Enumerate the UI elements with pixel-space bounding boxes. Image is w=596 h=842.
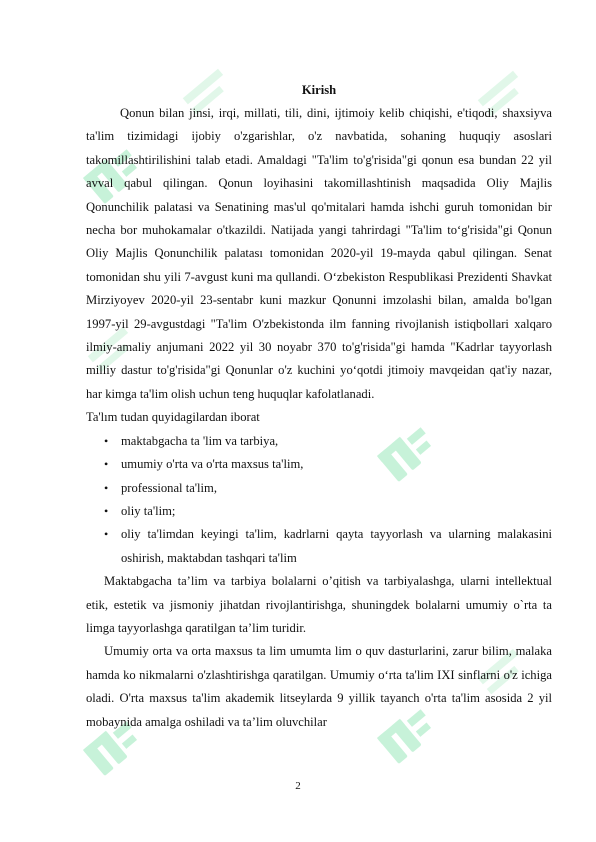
page-title: Kirish — [301, 83, 337, 97]
list-item-text: oliy ta'limdan keyingi ta'lim, kadrlarni qayta tayyorlash va ularning malakasini oshirish, maktabdan tashqari ta'lim — [121, 527, 552, 565]
bullet-icon: • — [104, 527, 109, 542]
list-item — [106, 477, 552, 500]
list-item-text: oliy ta'lim; — [121, 503, 176, 518]
general-education-paragraph: Umumiy orta va orta maxsus ta lim umumta lim o quv dasturlarini, zarur bilim, malaka hamda ko nikmalarni o'zlashtirishga qaratilgan. Umumiy o‘rta ta'lim IXI sinflarni o'z ichiga oladi. O'rta maxsus ta'lim akademik litseylarda 9 yillik tayanch o'rta ta'lim asosida 2 yil mobaynida amalga oshiladi va ta’lim oluvchilar — [86, 644, 552, 729]
bullet-icon: • — [104, 503, 109, 518]
education-types-list — [86, 430, 552, 570]
list-item-text: professional ta'lim, — [121, 480, 218, 495]
bullet-icon: • — [104, 480, 109, 495]
bullet-icon: • — [104, 433, 109, 448]
list-item-text: maktabgacha ta 'lim va tarbiya, — [121, 433, 279, 448]
list-item-text: umumiy o'rta va o'rta maxsus ta'lim, — [121, 457, 304, 472]
list-item — [106, 430, 552, 453]
list-intro: Ta'lım tudan quyidagilardan iborat — [86, 410, 260, 425]
list-item — [106, 500, 552, 523]
document-body — [86, 78, 552, 734]
list-item — [106, 453, 552, 476]
list-item — [106, 523, 552, 570]
preschool-paragraph: Maktabgacha ta’lim va tarbiya bolalarni o’qitish va tarbiyalashga, ularni intellektual etik, estetik va jismoniy jihatdan rivojlantirishga, shuningdek bolalarni umumiy o`rta ta limga tayyorlashga qaratilgan ta’lim turidir. — [86, 574, 552, 635]
page-number: 2 — [295, 780, 301, 792]
bullet-icon: • — [104, 457, 109, 472]
intro-paragraph: Qonun bilan jinsi, irqi, millati, tili, dini, ijtimoiy kelib chiqishi, e'tiqodi, shaxsiyva ta'lim tizimidagi ijobiy o'zgarishlar, o'z navbatida, sohaning huquqiy asoslari takomillashtirilishini talab etadi. Amaldagi "Ta'lim to'g'risida"gi qonun esa bundan 22 yil avval qabul qilingan. Qonun loyihasini takomillashtinish maqsadida Oliy Majlis Qonunchilik palatasi va Senatining mas'ul qo'mitalari hamda ishchi guruh tomonidan bir necha bor muhokamalar o'tkazildi. Natijada yangi tahrirdagi "Ta'lim to‘g'risida"gi Qonun Oliy Majlis Qonunchilik palatası tomonidan 2020-yil 19-mayda qabul qilingan. Senat tomonidan shu yili 7-avgust kuni ma qullandi. O‘zbekiston Respublikasi Prezidenti Shavkat Mirziyoyev 2020-yil 23-sentabr kuni mazkur Qonunni imzolashi bilan, amalda bo'lgan 1997-yil 29-avgustdagi "Ta'lim O'zbekistonda ilm fanning rivojlanish istiqbollari xalqaro ilmiy-amaliy anjumani 2022 yil 30 noyabr 370 to'g'risida"gi hamda "Kadrlar tayyorlash milliy dastur to'g'risida"gi Qonunlar o'z kuchini yo‘qotdi jtimoiy mavqeidan qat'iy nazar, har kimga ta'lim olish uchun teng huquqlar kafolatlanadi. — [86, 106, 552, 401]
